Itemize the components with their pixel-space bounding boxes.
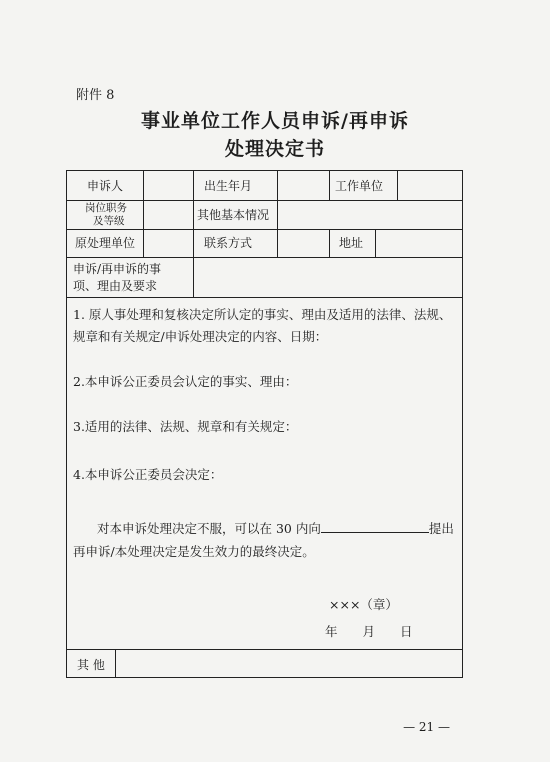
document-title: 事业单位工作人员申诉/再申诉 (141, 110, 409, 132)
col-divider (397, 171, 398, 200)
appeal-matters-label-line2: 项、理由及要求 (73, 279, 158, 293)
decision-form-table (66, 170, 463, 678)
notice-text-before: 对本申诉处理决定不服，可以在 30 内向 (97, 521, 321, 536)
re-appeal-notice-line2: 再申诉/本处理决定是发生效力的最终决定。 (73, 544, 315, 559)
annex-label: 附件 8 (76, 88, 115, 103)
appeal-matters-label-line1: 申诉/再申诉的事 (73, 262, 162, 276)
col-divider (329, 229, 330, 257)
col-divider (115, 649, 116, 678)
row-divider (67, 297, 462, 298)
blank-fill-line (321, 520, 429, 533)
col-divider (193, 171, 194, 200)
other-basic-info-label: 其他基本情况 (197, 208, 270, 222)
content-item-1-line2: 规章和有关规定/申诉处理决定的内容、日期： (73, 329, 328, 344)
workplace-label: 工作单位 (335, 179, 384, 193)
col-divider (329, 171, 330, 200)
col-divider (193, 257, 194, 297)
re-appeal-notice-line1 (97, 518, 454, 540)
col-divider (143, 171, 144, 200)
col-divider (277, 171, 278, 200)
content-item-4: 4.本申诉公正委员会决定： (73, 467, 223, 482)
date-label: 年 月 日 (325, 624, 413, 639)
row-divider (67, 229, 462, 230)
page-number: — 21 — (403, 720, 450, 734)
row-divider (67, 257, 462, 258)
position-label-line1: 岗位职务 (85, 202, 127, 214)
address-label: 地址 (339, 236, 364, 250)
col-divider (143, 229, 144, 257)
col-divider (143, 200, 144, 229)
col-divider (193, 229, 194, 257)
row-divider (67, 649, 462, 650)
document-subtitle: 处理决定书 (224, 138, 325, 160)
col-divider (375, 229, 376, 257)
position-label-line2: 及等级 (93, 215, 125, 227)
notice-text-after: 提出 (428, 521, 454, 536)
content-item-1-line1: 1. 原人事处理和复核决定所认定的事实、理由及适用的法律、法规、 (73, 307, 452, 322)
birth-date-label: 出生年月 (204, 179, 253, 193)
col-divider (277, 200, 278, 229)
col-divider (193, 200, 194, 229)
original-unit-label: 原处理单位 (75, 236, 136, 250)
content-item-3: 3.适用的法律、法规、规章和有关规定： (73, 419, 298, 434)
seal-label: ×××（章） (329, 597, 398, 612)
appellant-label: 申诉人 (87, 179, 124, 193)
other-label: 其 他 (77, 658, 105, 672)
contact-label: 联系方式 (204, 236, 253, 250)
col-divider (277, 229, 278, 257)
content-item-2: 2.本申诉公正委员会认定的事实、理由： (73, 374, 298, 389)
